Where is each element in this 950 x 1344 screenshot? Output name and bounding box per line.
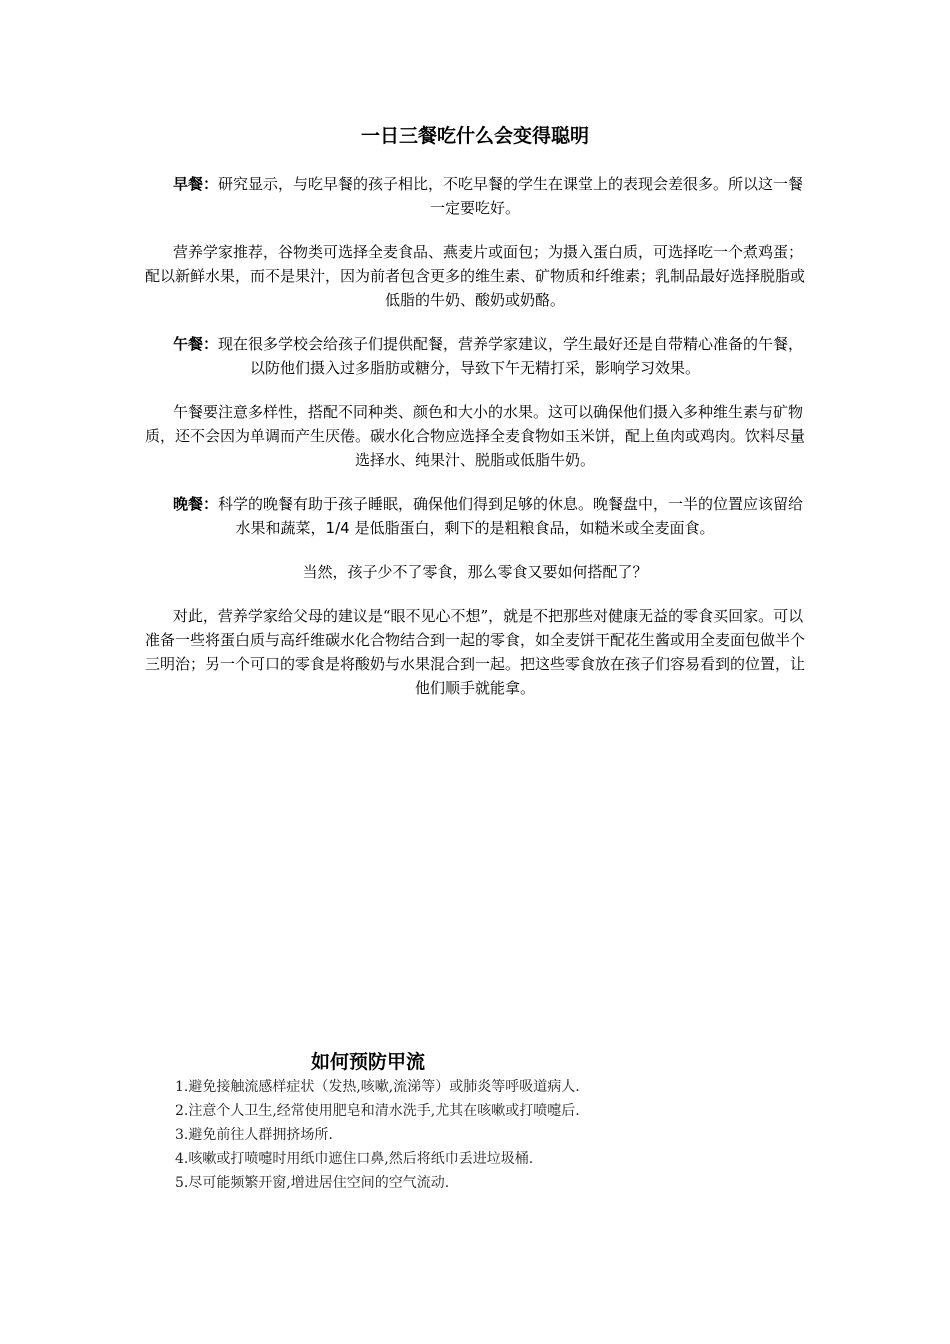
breakfast-paragraph [143, 172, 807, 220]
list-item: 1.避免接触流感样症状（发热,咳嗽,流涕等）或肺炎等呼吸道病人. [175, 1079, 580, 1095]
breakfast-detail-paragraph: 营养学家推荐，谷物类可选择全麦食品、燕麦片或面包；为摄入蛋白质，可选择吃一个煮鸡蛋；配以新鲜水果，而不是果汁，因为前者包含更多的维生素、矿物质和纤维素；乳制品最好选择脱脂或低脂的牛奶、酸奶或奶酪。 [144, 243, 805, 309]
breakfast-label: 早餐： [172, 175, 218, 193]
list-item: 2.注意个人卫生,经常使用肥皂和清水洗手,尤其在咳嗽或打喷嚏后. [175, 1103, 580, 1119]
lunch-detail-paragraph: 午餐要注意多样性，搭配不同种类、颜色和大小的水果。这可以确保他们摄入多种维生素与矿物质，还不会因为单调而产生厌倦。碳水化合物应选择全麦食物如玉米饼，配上鱼肉或鸡肉。饮料尽量选择水、纯果汁、脱脂或低脂牛奶。 [144, 403, 805, 469]
dinner-label: 晚餐： [172, 495, 218, 513]
lunch-paragraph [143, 332, 807, 380]
dinner-paragraph [143, 492, 807, 540]
flu-section-title: 如何预防甲流 [311, 1051, 426, 1073]
list-item: 3.避免前往人群拥挤场所. [175, 1127, 333, 1143]
list-item: 5.尽可能频繁开窗,增进居住空间的空气流动. [175, 1175, 450, 1191]
dinner-fraction: 1/4 [325, 519, 350, 537]
lunch-label: 午餐： [172, 335, 218, 353]
breakfast-text: 研究显示，与吃早餐的孩子相比，不吃早餐的学生在课堂上的表现会差很多。所以这一餐一定要吃好。 [218, 175, 804, 217]
flu-prevention-list [175, 1075, 580, 1195]
list-item: 4.咳嗽或打喷嚏时用纸巾遮住口鼻,然后将纸巾丢进垃圾桶. [175, 1151, 534, 1167]
dinner-text-after: 是低脂蛋白，剩下的是粗粮食品，如糙米或全麦面食。 [349, 519, 715, 537]
snack-advice-paragraph: 对此，营养学家给父母的建议是“眼不见心不想”，就是不把那些对健康无益的零食买回家。可以准备一些将蛋白质与高纤维碳水化合物结合到一起的零食，如全麦饼干配花生酱或用全麦面包做半个三明治；另一个可口的零食是将酸奶与水果混合到一起。把这些零食放在孩子们容易看到的位置，让他们顺手就能拿。 [144, 607, 805, 697]
article-body [143, 172, 807, 720]
dinner-text-before: 科学的晚餐有助于孩子睡眠，确保他们得到足够的休息。晚餐盘中，一半的位置应该留给水果和蔬菜， [218, 495, 804, 537]
article-title: 一日三餐吃什么会变得聪明 [360, 125, 589, 147]
snack-question-paragraph: 当然，孩子少不了零食，那么零食又要如何搭配了？ [302, 563, 648, 581]
lunch-text: 现在很多学校会给孩子们提供配餐，营养学家建议，学生最好还是自带精心准备的午餐，以防他们摄入过多脂肪或糖分，导致下午无精打采，影响学习效果。 [218, 335, 804, 377]
